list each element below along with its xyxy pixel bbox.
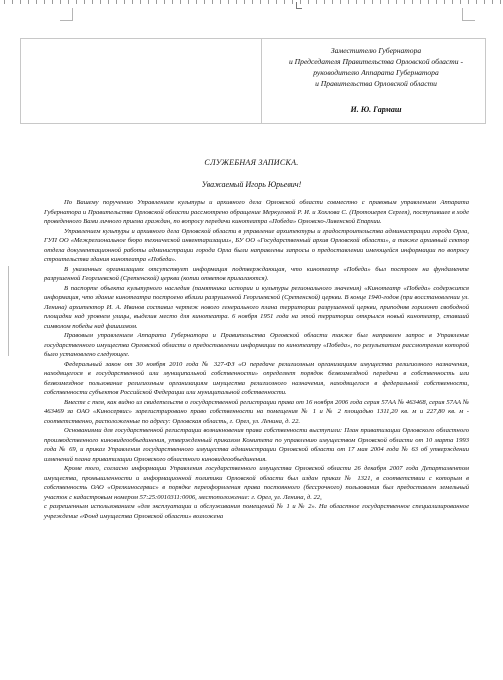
- ruler-tick: [116, 0, 117, 4]
- ruler-tick: [380, 0, 381, 4]
- crop-mark-top-left: [60, 8, 73, 21]
- ruler-tick: [220, 0, 221, 4]
- document-title: СЛУЖЕБНАЯ ЗАПИСКА.: [204, 158, 299, 167]
- ruler-tick: [164, 0, 165, 4]
- document-body: [44, 198, 469, 521]
- ruler-tick: [140, 0, 141, 4]
- ruler-tick: [460, 0, 461, 4]
- ruler-tick: [212, 0, 213, 4]
- crop-mark-top-right: [462, 8, 475, 21]
- body-paragraph: Кроме того, согласно информации Управления государственного имущества Орловской области 26 декабря 2007 года Департаментом имущества, промышленности и информационной политики Орловской области был издан приказ № 1321, в соответствии с которым в собственность ОАО «Орелкиносервис» в порядке переоформления права постоянного (бессрочного) пользования был предоставлен земельный участок с кадастровым номером 57:25:0010311:0006, местоположение: г. Орел, ул. Ленина, д. 22,: [44, 465, 469, 501]
- ruler-tick: [76, 0, 77, 4]
- addressee-name: И. Ю. Гармаш: [350, 105, 402, 114]
- ruler-tick: [180, 0, 181, 4]
- ruler-tick: [28, 0, 29, 4]
- ruler-tick: [428, 0, 429, 4]
- ruler-tick: [412, 0, 413, 4]
- ruler-tick: [172, 0, 173, 4]
- body-paragraph: Вместе с тем, как видно из свидетельств о государственной регистрации права от 16 ноября 2006 года серия 57АА № 463468, серия 57АА № 463469 за ОАО «Киносервис» зарегистрировано право собственности на помещения № 1 и № 2 площадью 1311,20 кв. м и 227,80 кв. м - соответственно, расположенные по адресу: Орловская область, г. Орел, ул. Ленина, д. 22.: [44, 398, 469, 425]
- ruler-tick: [332, 0, 333, 4]
- ruler-tick: [356, 0, 357, 4]
- body-paragraph: с разрешенным использованием «для эксплуатации и обслуживания помещений № 1 и № 2». На областное государственное специализированное учреждение «Фонд имущества Орловской области» возложена: [44, 503, 469, 520]
- ruler-tick: [404, 0, 405, 4]
- ruler-tick: [260, 0, 261, 4]
- ruler-tick: [324, 0, 325, 4]
- ruler-tick: [268, 0, 269, 4]
- ruler-tick: [476, 0, 477, 4]
- ruler-tab-marker: [296, 2, 302, 9]
- ruler-tick: [244, 0, 245, 4]
- header-table-divider: [261, 39, 262, 123]
- ruler-tick: [228, 0, 229, 4]
- addressee-line: и Правительства Орловской области: [315, 79, 437, 88]
- body-paragraph: Федеральный закон от 30 ноября 2010 года № 327-ФЗ «О передаче религиозным организациям имущества религиозного назначения, находящегося в государственной или муниципальной собственности» определяет порядок безвозмездной передачи в собственность или безвозмездное пользование религиозным организациям имущества религиозного назначения, находящегося в федеральной собственности, собственности субъектов Российской Федерации или муниципальной собственности.: [44, 360, 469, 396]
- ruler-tick: [372, 0, 373, 4]
- ruler-tick: [500, 0, 501, 4]
- addressee-block: [269, 45, 483, 89]
- ruler-tick: [452, 0, 453, 4]
- ruler-tick: [148, 0, 149, 4]
- ruler-tick: [436, 0, 437, 4]
- header-table: [20, 38, 486, 124]
- addressee-line: Заместителю Губернатора: [330, 46, 422, 55]
- ruler-tick: [68, 0, 69, 4]
- ruler-tick: [100, 0, 101, 4]
- ruler-tick: [20, 0, 21, 4]
- ruler-tick: [204, 0, 205, 4]
- ruler-tick: [420, 0, 421, 4]
- ruler-tick: [52, 0, 53, 4]
- ruler-tick: [108, 0, 109, 4]
- ruler-tick: [388, 0, 389, 4]
- body-paragraph: Правовым управлением Аппарата Губернатора и Правительства Орловской области также был направлен запрос в Управление государственного имущества Орловской области о предоставлении информации по кинотеатру «Победа», по результатам рассмотрения которой было установлено следующее.: [44, 332, 469, 358]
- ruler-tick: [396, 0, 397, 4]
- ruler-tick: [156, 0, 157, 4]
- ruler-tick: [124, 0, 125, 4]
- ruler-tick: [284, 0, 285, 4]
- ruler-tick: [468, 0, 469, 4]
- ruler-tick: [196, 0, 197, 4]
- ruler-tick: [444, 0, 445, 4]
- ruler-tick: [308, 0, 309, 4]
- body-paragraph: Управлением культуры и архивного дела Орловской области в управление архитектуры и градостроительства администрации города Орла, ГУП ОО «Межрегиональное бюро технической инвентаризации», БУ ОО «Государственный архив Орловской области», а также архивный сектор отдела документационной работы администрации города Орла были направлены запросы о предоставлении имеющейся информации по вопросу строительства здания кинотеатра «Победа».: [44, 227, 469, 263]
- ruler-tick: [12, 0, 13, 4]
- ruler-tick: [60, 0, 61, 4]
- ruler-tick: [492, 0, 493, 4]
- ruler-tick: [348, 0, 349, 4]
- addressee-line: и Председателя Правительства Орловской области -: [288, 57, 463, 66]
- ruler-tick: [292, 0, 293, 4]
- ruler-tick: [44, 0, 45, 4]
- margin-change-bar: [8, 266, 9, 356]
- body-paragraph: В паспорте объекта культурного наследия (памятника истории и культуры регионального значения) «Кинотеатр «Победа» содержится информация, что здание кинотеатра построено вблизи разрушенной Георгиевской (Сретенской) церкви. В конце 1940-годов (при восстановлении ул. Ленина) архитектор И. А. Иванов составил чертеж нового генерального плана территории разрушенной церкви, приподняв горизонт свободной площадки над уровнем улицы, выделив место для кинотеатра. 6 ноября 1951 года на этой территории открылся новый кинотеатр, ставший символом победы над фашизмом.: [44, 284, 469, 330]
- addressee-line: руководителю Аппарата Губернатора: [313, 68, 439, 77]
- greeting: Уважаемый Игорь Юрьевич!: [201, 180, 302, 189]
- ruler-tick: [252, 0, 253, 4]
- ruler-tick: [340, 0, 341, 4]
- ruler-tick: [36, 0, 37, 4]
- ruler-tick: [276, 0, 277, 4]
- ruler-tick: [188, 0, 189, 4]
- body-paragraph: Основаниями для государственной регистрации возникновения права собственности выступили: План приватизации Орловского областного производственного киновидеообъединения, утвержденный приказом Комитета по управлению имуществом Орловской области от 10 марта 1993 года № 69, и приказ Управления государственного имущества администрации Орловской области от 17 мая 2004 года № 63 об утверждении изменений плана приватизации Орловского областного киновидеообъединения.: [44, 427, 469, 463]
- ruler-ticks: [0, 0, 503, 6]
- ruler-tick: [236, 0, 237, 4]
- ruler-tick: [364, 0, 365, 4]
- body-paragraph: По Вашему поручению Управлением культуры и архивного дела Орловской области совместно с правовым управлением Аппарата Губернатора и Правительства Орловской области рассмотрено обращение Меркуловой Р. И. и Хохлова С. (Протоиерея Сергея), поступившее в ходе проведенного Вами личного приема граждан, по вопросу передачи кинотеатра «Победа» Орловско-Ливенской Епархии.: [44, 199, 469, 225]
- ruler-tick: [484, 0, 485, 4]
- ruler-tick: [4, 0, 5, 4]
- ruler-tick: [132, 0, 133, 4]
- body-paragraph: В указанных организациях отсутствует информация подтверждающая, что кинотеатр «Победа» был построен на фундаменте разрушенной Георгиевской (Сретенской) церкви (копии ответов прилагаются).: [44, 265, 469, 282]
- ruler-tick: [316, 0, 317, 4]
- ruler-tick: [92, 0, 93, 4]
- ruler-tick: [84, 0, 85, 4]
